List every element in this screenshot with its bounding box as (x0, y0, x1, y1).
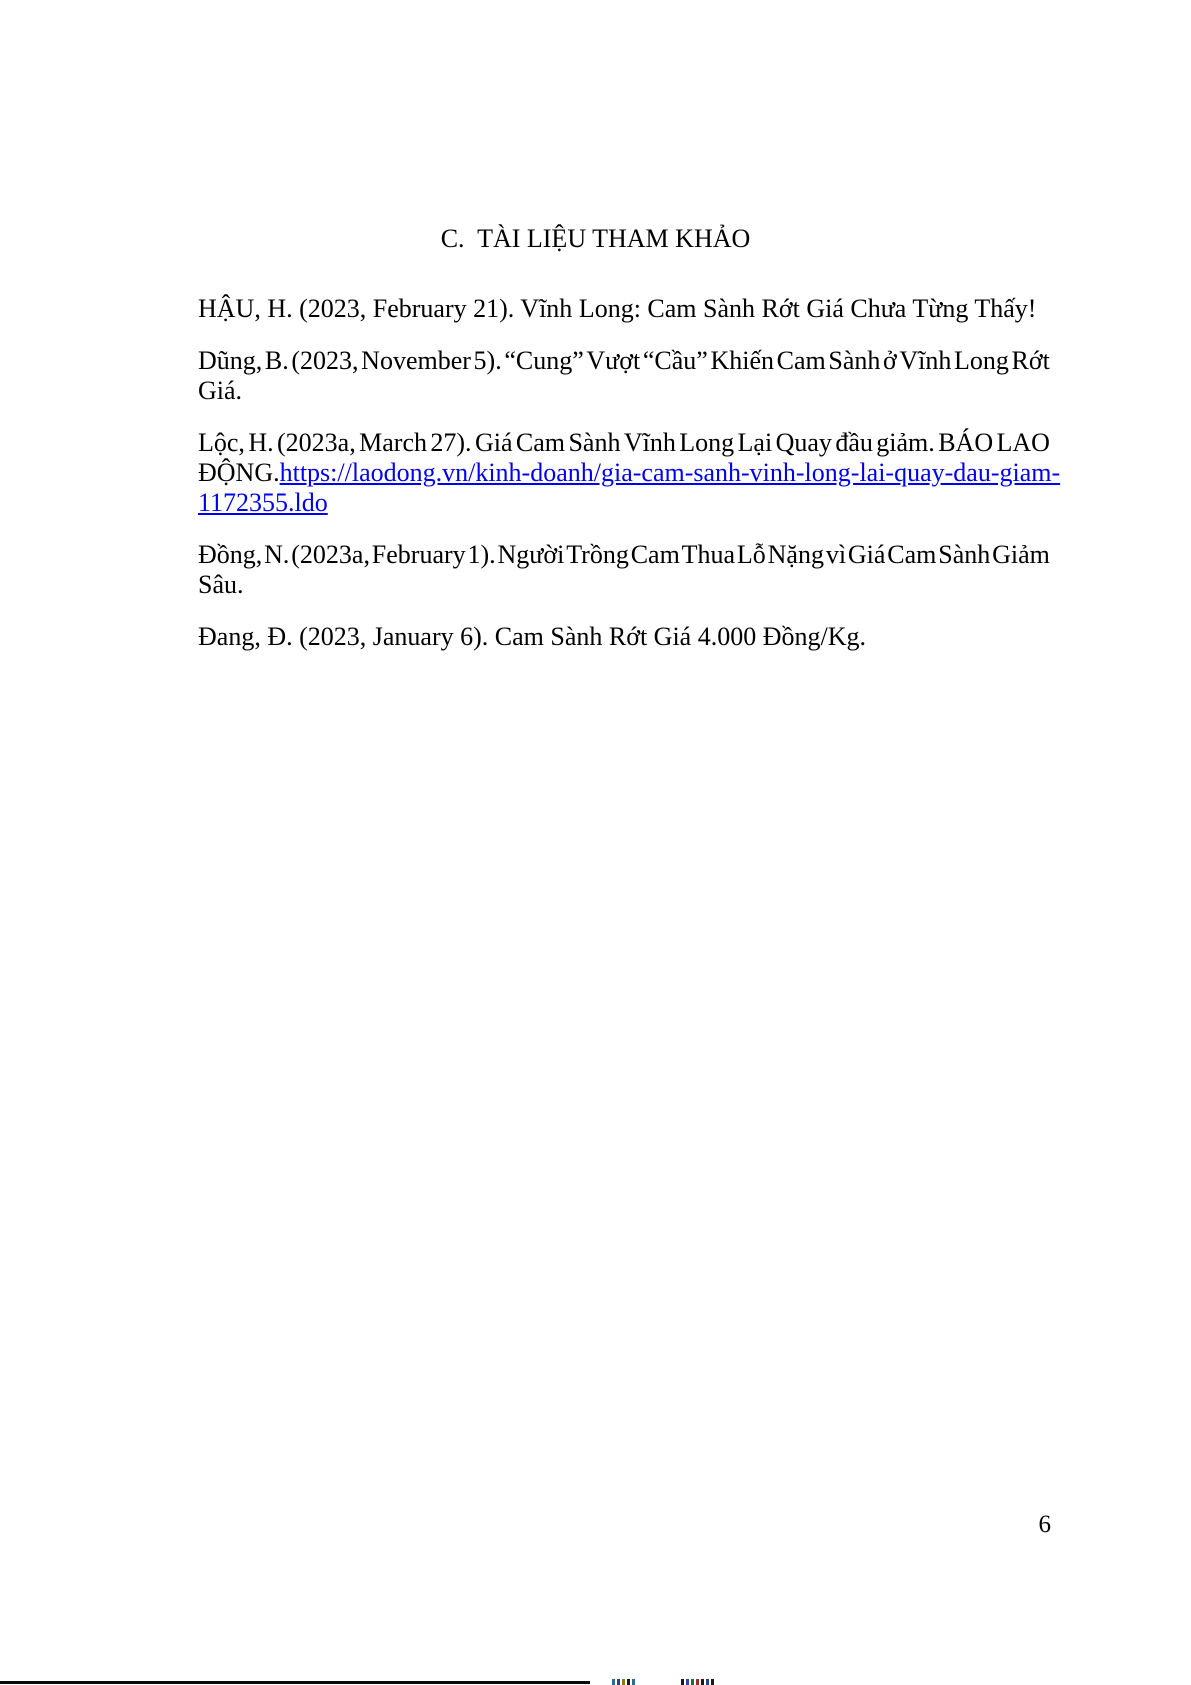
word: Vượt (586, 346, 641, 375)
reference-line-justified (198, 540, 1050, 570)
reference-line (198, 488, 1050, 518)
word: “Cung” (504, 346, 584, 375)
word: Rớt (1011, 346, 1050, 375)
references-list (198, 294, 1061, 674)
word: Giảm (992, 540, 1050, 569)
word: Đồng, (198, 540, 263, 569)
word: 5). (473, 346, 502, 375)
reference-line-justified (198, 428, 1050, 458)
page-title: C. TÀI LIỆU THAM KHẢO (440, 224, 751, 253)
fragment-pixel (686, 1679, 689, 1685)
word: Thua (681, 540, 736, 569)
fragment-pixel (627, 1679, 630, 1685)
reference-entry (198, 622, 1050, 652)
fragment-pixel (701, 1679, 704, 1685)
fragment-pixel (612, 1679, 615, 1685)
word: Sành (828, 346, 881, 375)
word: February (371, 540, 466, 569)
reference-entry (198, 428, 1061, 518)
word: Vĩnh (623, 428, 676, 457)
word: Long (679, 428, 735, 457)
reference-line: HẬU, H. (2023, February 21). Vĩnh Long: Cam Sành Rớt Giá Chưa Từng Thấy! (198, 294, 1037, 323)
fragment-pixel (696, 1679, 699, 1685)
page-number: 6 (1038, 1511, 1051, 1538)
word: ở (882, 346, 897, 375)
reference-link[interactable]: https://laodong.vn/kinh-doanh/gia-cam-sanh-vinh-long-lai-quay-dau-giam- (279, 458, 1061, 487)
fragment-pixel (706, 1679, 709, 1685)
word: Dũng, (198, 346, 263, 375)
fragment-pixel (622, 1679, 625, 1685)
reference-link-continuation[interactable]: 1172355.ldo (198, 488, 328, 517)
reference-entry (198, 294, 1050, 324)
word: March (359, 428, 427, 457)
fragment-pixel (691, 1679, 694, 1685)
word: B. (264, 346, 289, 375)
fragment-pixel (681, 1679, 684, 1685)
reference-line-with-link (198, 458, 1061, 488)
word: vì (825, 540, 847, 569)
word: Cam (776, 346, 826, 375)
word: Nặng (767, 540, 824, 569)
word: Người (497, 540, 565, 569)
bottom-edge-fragments-2 (681, 1679, 714, 1685)
reference-line: Sâu. (198, 570, 244, 599)
fragment-pixel (617, 1679, 620, 1685)
word: Cam (515, 428, 566, 457)
word: LAO (996, 428, 1050, 457)
reference-entry (198, 346, 1050, 406)
word: Lại (737, 428, 773, 457)
reference-line: Đang, Đ. (2023, January 6). Cam Sành Rớt Giá 4.000 Đồng/Kg. (198, 622, 867, 651)
word: H. (248, 428, 274, 457)
word: Cam (887, 540, 937, 569)
word: Giá (847, 540, 886, 569)
word: 1). (467, 540, 496, 569)
word: đầu (835, 428, 873, 457)
bottom-edge-fragments-1 (612, 1679, 635, 1685)
word: Long (953, 346, 1009, 375)
fragment-pixel (632, 1679, 635, 1685)
word: Giá (474, 428, 513, 457)
word: N. (264, 540, 290, 569)
reference-entry (198, 540, 1050, 600)
word: Cam (630, 540, 680, 569)
bottom-edge-bar (0, 1681, 590, 1684)
word: BÁO (938, 428, 994, 457)
fragment-pixel (711, 1679, 714, 1685)
word: Sành (568, 428, 621, 457)
reference-line: Giá. (198, 376, 243, 405)
word: (2023a, (291, 540, 370, 569)
word: November (361, 346, 471, 375)
word: (2023a, (277, 428, 356, 457)
word: Sành (938, 540, 991, 569)
word: Khiến (710, 346, 774, 375)
word: Trồng (566, 540, 629, 569)
word: Lỗ (736, 540, 766, 569)
reference-line-justified (198, 346, 1050, 376)
word: giảm. (876, 428, 935, 457)
reference-source-label: ĐỘNG. (198, 458, 280, 487)
word: Quay (775, 428, 832, 457)
word: (2023, (291, 346, 359, 375)
word: 27). (430, 428, 472, 457)
word: Vĩnh (899, 346, 952, 375)
word: “Cầu” (642, 346, 708, 375)
word: Lộc, (198, 428, 245, 457)
